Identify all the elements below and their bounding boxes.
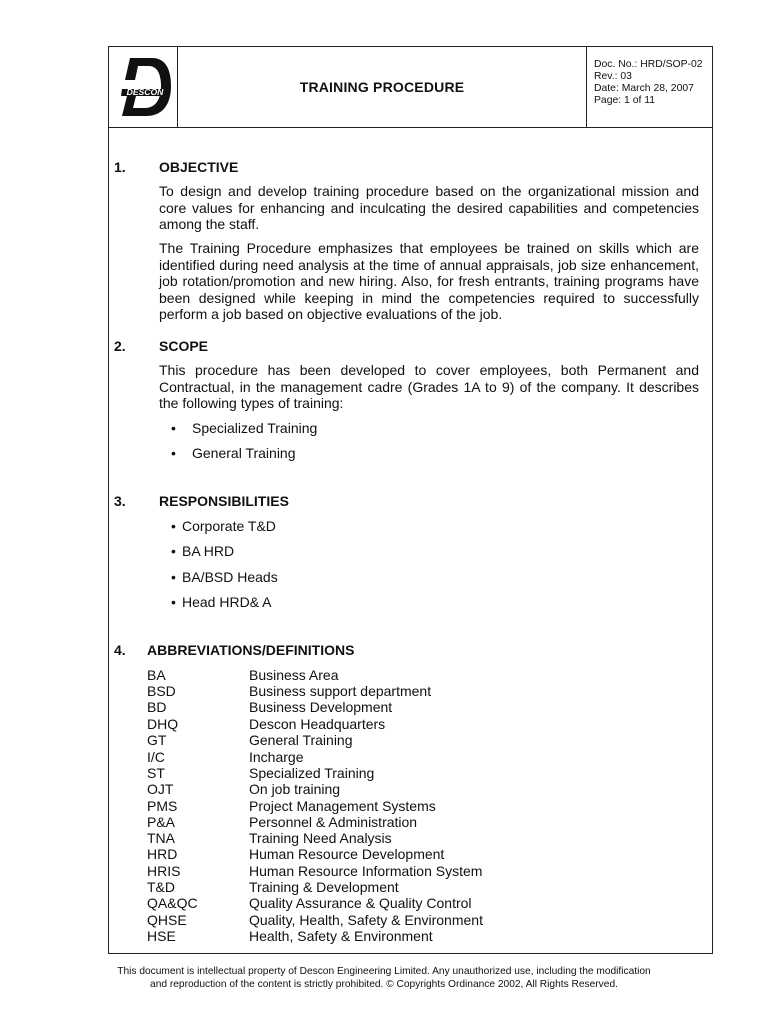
- abbreviation-definition: Training & Development: [249, 879, 399, 895]
- paragraph: The Training Procedure emphasizes that employees be trained on skills which are identified during need analysis at the time of annual appraisals, job size enhancement, job rotation/promotion and new hiring. Also, for fresh entrants, training programs have been designed while keeping in mind the competencies required to successfully perform a job based on objective evaluations of the job.: [159, 240, 699, 322]
- section-number: 1.: [114, 159, 126, 175]
- abbreviation-code: ST: [147, 765, 165, 781]
- revision: Rev.: 03: [594, 71, 632, 82]
- abbreviation-definition: Personnel & Administration: [249, 814, 418, 830]
- abbreviation-definition: On job training: [249, 781, 341, 797]
- list-item: Corporate T&D: [182, 518, 276, 534]
- list-bullet: •: [171, 445, 176, 461]
- doc-date: Date: March 28, 2007: [594, 83, 694, 94]
- list-item: BA HRD: [182, 543, 235, 559]
- abbreviation-definition: Project Management Systems: [249, 798, 436, 814]
- list-item: BA/BSD Heads: [182, 569, 278, 585]
- abbreviation-definition: Health, Safety & Environment: [249, 928, 433, 944]
- abbreviation-code: I/C: [147, 749, 165, 765]
- section-title-abbreviations: ABBREVIATIONS/DEFINITIONS: [147, 642, 355, 658]
- section-number: 4.: [114, 642, 126, 658]
- footer-line: and reproduction of the content is strictly prohibited. © Copyrights Ordinance 2002, All Rights Reserved.: [150, 979, 618, 990]
- abbreviation-code: HRIS: [147, 863, 181, 879]
- abbreviation-definition: Quality, Health, Safety & Environment: [249, 912, 483, 928]
- abbreviation-code: T&D: [147, 879, 175, 895]
- abbreviation-definition: Quality Assurance & Quality Control: [249, 895, 472, 911]
- abbreviation-code: OJT: [147, 781, 174, 797]
- document-header: [109, 47, 712, 128]
- abbreviation-code: GT: [147, 732, 167, 748]
- abbreviation-code: QHSE: [147, 912, 187, 928]
- descon-logo-icon: [116, 56, 172, 118]
- abbreviation-code: QA&QC: [147, 895, 198, 911]
- abbreviation-definition: Human Resource Development: [249, 846, 445, 862]
- list-bullet: •: [171, 594, 176, 610]
- page-number: Page: 1 of 11: [594, 95, 656, 106]
- abbreviation-definition: Business Area: [249, 667, 339, 683]
- logo-cell: [109, 47, 178, 127]
- section-title-scope: SCOPE: [159, 338, 209, 354]
- abbreviation-definition: Business Development: [249, 699, 393, 715]
- list-bullet: •: [171, 518, 176, 534]
- abbreviation-code: TNA: [147, 830, 175, 846]
- document-meta: [594, 59, 703, 107]
- abbreviation-definition: Descon Headquarters: [249, 716, 386, 732]
- abbreviation-definition: Training Need Analysis: [249, 830, 392, 846]
- abbreviation-code: P&A: [147, 814, 176, 830]
- abbreviation-definition: Business support department: [249, 683, 432, 699]
- list-item: Specialized Training: [192, 420, 318, 436]
- list-bullet: •: [171, 569, 176, 585]
- abbreviation-code: HRD: [147, 846, 178, 862]
- doc-number: Doc. No.: HRD/SOP-02: [594, 59, 703, 70]
- section-title-responsibilities: RESPONSIBILITIES: [159, 493, 289, 509]
- abbreviation-definition: Incharge: [249, 749, 304, 765]
- page-title: TRAINING PROCEDURE: [178, 47, 587, 127]
- abbreviation-definition: General Training: [249, 732, 353, 748]
- paragraph: This procedure has been developed to cover employees, both Permanent and Contractual, in the management cadre (Grades 1A to 9) of the company. It describes the following types of training:: [159, 362, 699, 411]
- abbreviation-code: DHQ: [147, 716, 179, 732]
- abbreviation-code: PMS: [147, 798, 178, 814]
- abbreviation-code: BSD: [147, 683, 176, 699]
- list-item: Head HRD& A: [182, 594, 272, 610]
- abbreviation-code: BA: [147, 667, 166, 683]
- abbreviation-definition: Human Resource Information System: [249, 863, 483, 879]
- document-frame: [108, 46, 713, 954]
- list-item: General Training: [192, 445, 296, 461]
- footer-notice: [0, 965, 768, 991]
- abbreviation-definition: Specialized Training: [249, 765, 375, 781]
- footer-line: This document is intellectual property of Descon Engineering Limited. Any unauthorized use, including the modification: [117, 966, 651, 977]
- section-number: 3.: [114, 493, 126, 509]
- paragraph: To design and develop training procedure based on the organizational mission and core values for enhancing and inculcating the desired capabilities and competencies among the staff.: [159, 183, 699, 232]
- abbreviation-code: BD: [147, 699, 167, 715]
- list-bullet: •: [171, 543, 176, 559]
- section-title-objective: OBJECTIVE: [159, 159, 239, 175]
- list-bullet: •: [171, 420, 176, 436]
- abbreviation-code: HSE: [147, 928, 176, 944]
- logo-text: DESCON: [126, 87, 164, 98]
- section-number: 2.: [114, 338, 126, 354]
